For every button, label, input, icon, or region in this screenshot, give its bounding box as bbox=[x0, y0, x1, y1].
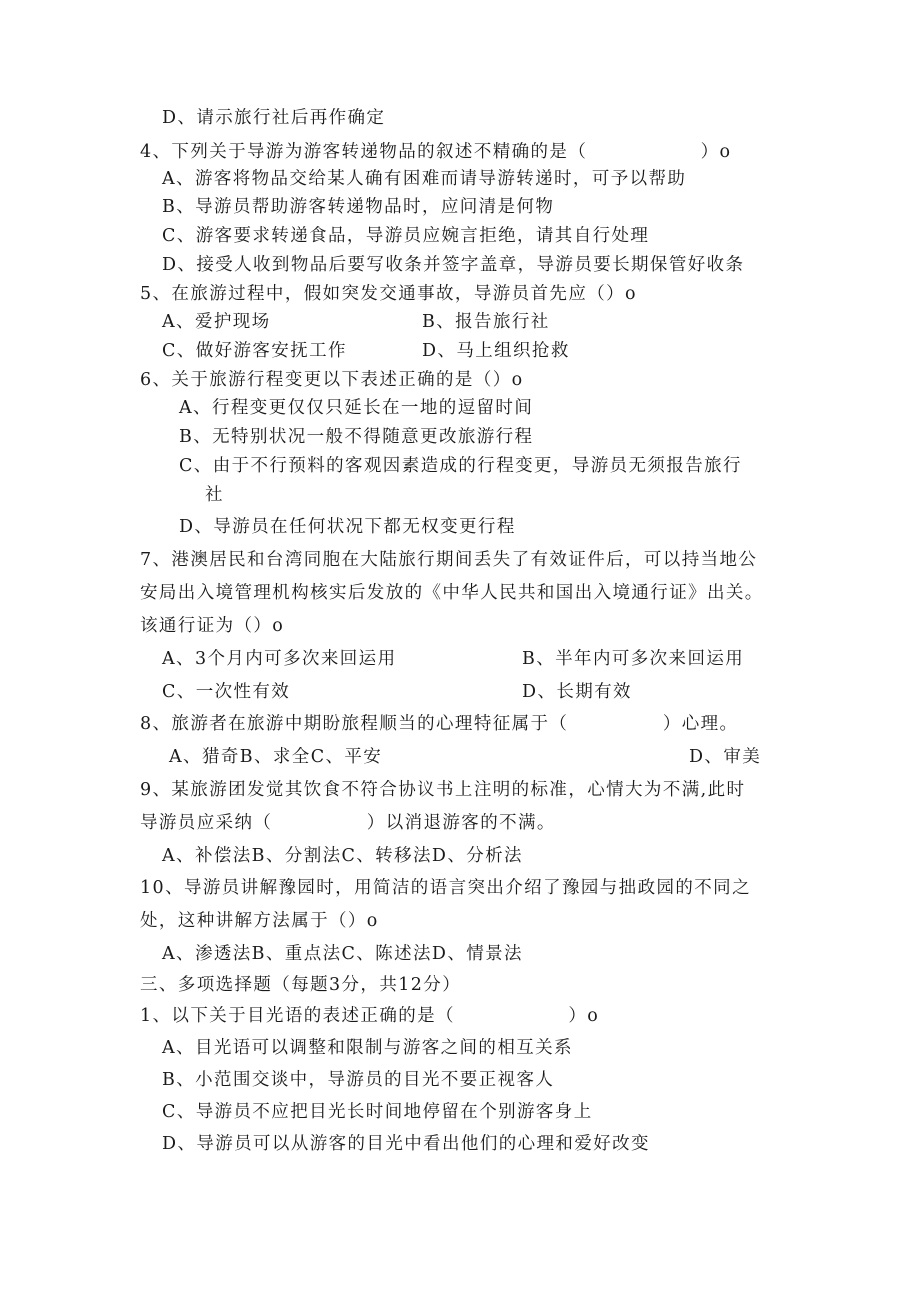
q5-stem: 5、在旅游过程中，假如突发交通事故，导游员首先应（）o bbox=[140, 284, 637, 304]
q5-option-b: B、报告旅行社 bbox=[422, 312, 550, 332]
section-three-heading: 三、多项选择题（每题3分，共12分） bbox=[140, 975, 462, 995]
mq1-option-d: D、导游员可以从游客的目光中看出他们的心理和爱好改变 bbox=[162, 1134, 650, 1154]
q8-options-abc: A、猎奇B、求全C、平安 bbox=[169, 747, 383, 767]
q9-stem-line1: 9、某旅游团发觉其饮食不符合协议书上注明的标准，心情大为不满,此时 bbox=[140, 780, 746, 800]
q3-option-d: D、请示旅行社后再作确定 bbox=[162, 108, 386, 128]
q5-option-c: C、做好游客安抚工作 bbox=[162, 341, 347, 361]
q6-option-a: A、行程变更仅仅只延长在一地的逗留时间 bbox=[179, 398, 534, 418]
q6-option-d: D、导游员在任何状况下都无权变更行程 bbox=[179, 517, 516, 537]
q9-options: A、补偿法B、分割法C、转移法D、分析法 bbox=[162, 846, 523, 866]
q6-option-c-continued: 社 bbox=[205, 485, 224, 505]
q5-option-d: D、马上组织抢救 bbox=[422, 341, 570, 361]
q8-stem: 8、旅游者在旅游中期盼旅程顺当的心理特征属于（ ）心理。 bbox=[140, 714, 739, 734]
q9-stem-line2: 导游员应采纳（ ）以消退游客的不满。 bbox=[140, 813, 556, 833]
q7-option-a: A、3个月内可多次来回运用 bbox=[162, 649, 397, 669]
q7-stem-line1: 7、港澳居民和台湾同胞在大陆旅行期间丢失了有效证件后，可以持当地公 bbox=[140, 550, 758, 570]
q4-stem: 4、下列关于导游为游客转递物品的叙述不精确的是（ ）o bbox=[140, 142, 732, 162]
q7-option-b: B、半年内可多次来回运用 bbox=[522, 649, 745, 669]
q4-option-a: A、游客将物品交给某人确有困难而请导游转递时，可予以帮助 bbox=[162, 169, 687, 189]
q4-option-c: C、游客要求转递食品，导游员应婉言拒绝，请其自行处理 bbox=[162, 226, 650, 246]
q7-option-c: C、一次性有效 bbox=[162, 682, 291, 702]
q6-option-b: B、无特别状况一般不得随意更改旅游行程 bbox=[179, 427, 534, 447]
mq1-option-c: C、导游员不应把目光长时间地停留在个别游客身上 bbox=[162, 1102, 593, 1122]
q5-option-a: A、爱护现场 bbox=[162, 312, 271, 332]
q6-option-c: C、由于不行预料的客观因素造成的行程变更，导游员无须报告旅行 bbox=[179, 456, 742, 476]
q4-option-b: B、导游员帮助游客转递物品时，应问清是何物 bbox=[162, 197, 555, 217]
q10-stem-line2: 处，这种讲解方法属于（）o bbox=[140, 911, 379, 931]
q8-option-d: D、审美 bbox=[689, 747, 762, 767]
q6-stem: 6、关于旅游行程变更以下表述正确的是（）o bbox=[140, 370, 524, 390]
q10-options: A、渗透法B、重点法C、陈述法D、情景法 bbox=[162, 944, 523, 964]
q7-stem-line2: 安局出入境管理机构核实后发放的《中华人民共和国出入境通行证》出关。 bbox=[140, 583, 764, 603]
q7-stem-line3: 该通行证为（）o bbox=[140, 616, 285, 636]
mq1-option-b: B、小范围交谈中，导游员的目光不要正视客人 bbox=[162, 1070, 555, 1090]
mq1-stem: 1、以下关于目光语的表述正确的是（ ）o bbox=[140, 1006, 600, 1026]
q4-option-d: D、接受人收到物品后要写收条并签字盖章，导游员要长期保管好收条 bbox=[162, 255, 745, 275]
q10-stem-line1: 10、导游员讲解豫园时，用简洁的语言突出介绍了豫园与拙政园的不同之 bbox=[140, 878, 751, 898]
mq1-option-a: A、目光语可以调整和限制与游客之间的相互关系 bbox=[162, 1038, 573, 1058]
q7-option-d: D、长期有效 bbox=[522, 682, 632, 702]
